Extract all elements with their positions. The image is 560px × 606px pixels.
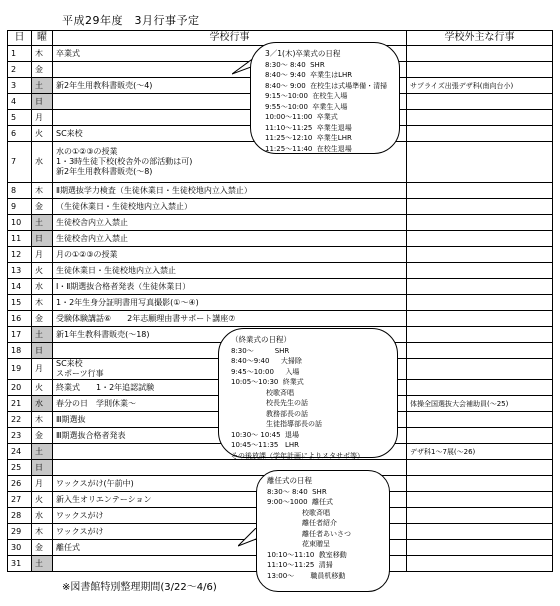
day-cell: 24 xyxy=(8,444,32,460)
outside-event-cell: 体操全国選抜大会補助員(〜25) xyxy=(407,396,553,412)
weekday-cell: 日 xyxy=(32,231,53,247)
schedule-line: 離任者あいさつ xyxy=(267,529,351,538)
weekday-cell: 金 xyxy=(32,199,53,215)
schedule-line: 11:10〜11:25 卒業生退場 xyxy=(265,123,352,132)
school-event-cell: ワックスがけ xyxy=(53,508,407,524)
weekday-cell: 火 xyxy=(32,126,53,142)
outside-event-cell xyxy=(407,508,553,524)
day-cell: 2 xyxy=(8,62,32,78)
day-cell: 13 xyxy=(8,263,32,279)
bubble-lines xyxy=(231,346,383,462)
outside-event-cell xyxy=(407,295,553,311)
schedule-row xyxy=(8,247,553,263)
schedule-line: 8:30〜 8:40 SHR xyxy=(265,60,325,69)
school-event-cell: ワックスがけ(午前中) xyxy=(53,476,407,492)
header-outside-events: 学校外主な行事 xyxy=(407,31,553,46)
weekday-cell: 日 xyxy=(32,343,53,359)
day-cell: 31 xyxy=(8,556,32,572)
school-event-cell: 終業式 1・2年追認試験 xyxy=(53,380,407,396)
closing-ceremony-bubble xyxy=(218,328,398,458)
schedule-line: 9:00〜1000 離任式 xyxy=(267,498,333,506)
school-event-cell: 生徒休業日・生徒校地内立入禁止 xyxy=(53,263,407,279)
weekday-cell: 土 xyxy=(32,444,53,460)
day-cell: 3 xyxy=(8,78,32,94)
schedule-line: 10:05〜10:30 終業式 xyxy=(231,378,304,386)
schedule-line: 9:45〜10:00 入場 xyxy=(231,367,300,376)
school-event-cell: Ⅰ・Ⅱ期選抜合格者発表（生徒休業日） xyxy=(53,279,407,295)
weekday-cell: 木 xyxy=(32,524,53,540)
weekday-cell: 木 xyxy=(32,412,53,428)
outside-event-cell xyxy=(407,343,553,359)
outside-event-cell xyxy=(407,524,553,540)
day-cell: 10 xyxy=(8,215,32,231)
weekday-cell: 月 xyxy=(32,476,53,492)
library-notice: ※図書館特別整理期間(3/22〜4/6) xyxy=(62,582,217,593)
schedule-line: 11:25〜11:40 在校生退場 xyxy=(265,144,352,153)
bubble-title: 3／1(木)卒業式の日程 xyxy=(265,49,341,58)
day-cell: 27 xyxy=(8,492,32,508)
outside-event-cell: サプライズ出張デザ科(南向台小) xyxy=(407,78,553,94)
day-cell: 18 xyxy=(8,343,32,359)
weekday-cell: 火 xyxy=(32,492,53,508)
graduation-schedule-bubble xyxy=(250,42,400,154)
schedule-line: 8:30〜 8:40 SHR xyxy=(267,487,327,496)
day-cell: 26 xyxy=(8,476,32,492)
weekday-cell: 土 xyxy=(32,556,53,572)
day-cell: 21 xyxy=(8,396,32,412)
weekday-cell: 月 xyxy=(32,359,53,380)
outside-event-cell xyxy=(407,126,553,142)
schedule-row xyxy=(8,215,553,231)
weekday-cell: 水 xyxy=(32,142,53,183)
school-event-cell: （生徒休業日・生徒校地内立入禁止） xyxy=(53,199,407,215)
outside-event-cell xyxy=(407,327,553,343)
bubble-title: 離任式の日程 xyxy=(267,476,312,485)
school-event-cell: 新入生オリエンテーション xyxy=(53,492,407,508)
weekday-cell: 月 xyxy=(32,247,53,263)
weekday-cell: 木 xyxy=(32,295,53,311)
schedule-line: 10:30〜 10:45 退場 xyxy=(231,430,300,439)
weekday-cell: 木 xyxy=(32,46,53,62)
day-cell: 12 xyxy=(8,247,32,263)
outside-event-cell xyxy=(407,231,553,247)
weekday-cell: 土 xyxy=(32,327,53,343)
schedule-line: 10:00〜11:00 卒業式 xyxy=(265,113,338,121)
schedule-line: 13:00〜 職員机移動 xyxy=(267,571,346,580)
outside-event-cell xyxy=(407,428,553,444)
outside-event-cell xyxy=(407,263,553,279)
schedule-line: 校歌斉唱 xyxy=(267,508,330,517)
day-cell: 20 xyxy=(8,380,32,396)
schedule-line: 教務部長の話 xyxy=(231,409,308,418)
school-event-cell: 離任式 xyxy=(53,540,407,556)
schedule-line: 9:55〜10:00 卒業生入場 xyxy=(265,102,348,111)
schedule-line: 花束贈呈 xyxy=(267,540,330,548)
day-cell: 9 xyxy=(8,199,32,215)
page-title: 平成29年度 3月行事予定 xyxy=(62,14,200,27)
day-cell: 4 xyxy=(8,94,32,110)
outside-event-cell xyxy=(407,492,553,508)
outside-event-cell xyxy=(407,311,553,327)
day-cell: 22 xyxy=(8,412,32,428)
schedule-line: 11:10〜11:25 清掃 xyxy=(267,561,333,569)
day-cell: 6 xyxy=(8,126,32,142)
schedule-line: 10:45〜11:35 LHR xyxy=(231,441,300,449)
outside-event-cell xyxy=(407,62,553,78)
weekday-cell: 土 xyxy=(32,215,53,231)
day-cell: 7 xyxy=(8,142,32,183)
school-event-cell: 1・2年生身分証明書用写真撮影(①〜④) xyxy=(53,295,407,311)
outside-event-cell xyxy=(407,476,553,492)
header-day: 日 xyxy=(8,31,32,46)
schedule-line: 9:15〜10:00 在校生入場 xyxy=(265,92,348,100)
header-school-events: 学校行事 xyxy=(53,31,407,46)
weekday-cell: 水 xyxy=(32,508,53,524)
outside-event-cell xyxy=(407,460,553,476)
school-event-cell: 月の①②③の授業 xyxy=(53,247,407,263)
weekday-cell: 金 xyxy=(32,540,53,556)
outside-event-cell xyxy=(407,380,553,396)
outside-event-cell xyxy=(407,215,553,231)
weekday-cell: 木 xyxy=(32,183,53,199)
schedule-line: 8:40〜 9:00 在校生は式場準備・清掃 xyxy=(265,81,388,90)
day-cell: 17 xyxy=(8,327,32,343)
outside-event-cell: デザ科1〜7展(〜26) xyxy=(407,444,553,460)
schedule-line: 8:40〜9:40 大掃除 xyxy=(231,357,302,365)
school-event-cell: Ⅱ期選抜学力検査（生徒休業日・生徒校地内立入禁止） xyxy=(53,183,407,199)
outside-event-cell xyxy=(407,247,553,263)
day-cell: 11 xyxy=(8,231,32,247)
outside-event-cell xyxy=(407,279,553,295)
schedule-row xyxy=(8,199,553,215)
day-cell: 23 xyxy=(8,428,32,444)
schedule-row xyxy=(8,183,553,199)
header-weekday: 曜 xyxy=(32,31,53,46)
schedule-row xyxy=(8,263,553,279)
schedule-row xyxy=(8,295,553,311)
day-cell: 29 xyxy=(8,524,32,540)
school-event-cell: 春分の日 学則休業〜 xyxy=(53,396,407,412)
schedule-row xyxy=(8,311,553,327)
bubble-lines xyxy=(267,487,379,582)
day-cell: 8 xyxy=(8,183,32,199)
bubble-title: （終業式の日程） xyxy=(231,335,291,344)
school-event-cell: 生徒校舎内立入禁止 xyxy=(53,231,407,247)
outside-event-cell xyxy=(407,199,553,215)
school-event-cell: Ⅲ期選抜合格者発表 xyxy=(53,428,407,444)
school-event-cell: 新1年生教科書販売(〜18) xyxy=(53,327,407,343)
schedule-line: 校長先生の話 xyxy=(231,399,308,407)
weekday-cell: 火 xyxy=(32,380,53,396)
farewell-ceremony-bubble xyxy=(256,470,390,592)
school-event-cell: 新2年生用教科書販売(〜4) xyxy=(53,78,407,94)
weekday-cell: 金 xyxy=(32,311,53,327)
day-cell: 16 xyxy=(8,311,32,327)
school-event-cell: SC来校 xyxy=(53,126,407,142)
school-event-cell: SC来校 スポーツ行事 xyxy=(53,359,407,380)
outside-event-cell xyxy=(407,183,553,199)
weekday-cell: 月 xyxy=(32,110,53,126)
schedule-row xyxy=(8,279,553,295)
day-cell: 1 xyxy=(8,46,32,62)
outside-event-cell xyxy=(407,94,553,110)
weekday-cell: 日 xyxy=(32,94,53,110)
bubble-lines xyxy=(265,60,388,155)
school-event-cell: 卒業式 xyxy=(53,46,407,62)
outside-event-cell xyxy=(407,540,553,556)
school-event-cell: ワックスがけ xyxy=(53,524,407,540)
outside-event-cell xyxy=(407,412,553,428)
schedule-line: 10:10〜11:10 教室移動 xyxy=(267,550,347,559)
weekday-cell: 日 xyxy=(32,460,53,476)
school-event-cell: 水の①②③の授業 1・3時生徒下校(校舎外の部活動は可) 新2年生用教科書販売(〜8) xyxy=(53,142,407,183)
schedule-line: 生徒指導部長の話 xyxy=(231,420,322,428)
weekday-cell: 金 xyxy=(32,428,53,444)
day-cell: 30 xyxy=(8,540,32,556)
day-cell: 28 xyxy=(8,508,32,524)
outside-event-cell xyxy=(407,359,553,380)
day-cell: 14 xyxy=(8,279,32,295)
outside-event-cell xyxy=(407,46,553,62)
day-cell: 5 xyxy=(8,110,32,126)
outside-event-cell xyxy=(407,556,553,572)
weekday-cell: 土 xyxy=(32,78,53,94)
weekday-cell: 水 xyxy=(32,279,53,295)
school-event-cell: 受験体験講話⑥ 2年志願理由書サポート講座⑦ xyxy=(53,311,407,327)
day-cell: 15 xyxy=(8,295,32,311)
schedule-line: 8:30〜 SHR xyxy=(231,346,290,355)
schedule-line: 11:25〜12:10 卒業生LHR xyxy=(265,134,352,142)
day-cell: 19 xyxy=(8,359,32,380)
day-cell: 25 xyxy=(8,460,32,476)
weekday-cell: 金 xyxy=(32,62,53,78)
schedule-line: 8:40〜 9:40 卒業生はLHR xyxy=(265,71,353,79)
weekday-cell: 水 xyxy=(32,396,53,412)
schedule-line: 離任者紹介 xyxy=(267,519,337,527)
schedule-line: 校歌斉唱 xyxy=(231,388,294,397)
schedule-row xyxy=(8,231,553,247)
school-event-cell: 生徒校舎内立入禁止 xyxy=(53,215,407,231)
schedule-line: その後放課（学年計画によりスタサポ等） xyxy=(231,451,364,460)
outside-event-cell xyxy=(407,110,553,126)
weekday-cell: 火 xyxy=(32,263,53,279)
outside-event-cell xyxy=(407,142,553,183)
school-event-cell: Ⅲ期選抜 xyxy=(53,412,407,428)
